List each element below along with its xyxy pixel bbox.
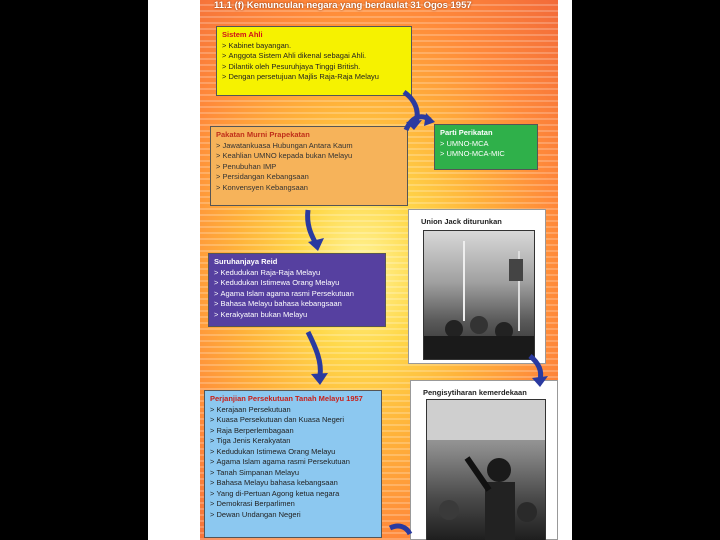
page-title: 11.1 (f) Kemunculan negara yang berdaulat 31 Ogos 1957	[214, 0, 472, 11]
arrow-icon	[522, 354, 552, 388]
list-item	[216, 172, 402, 183]
list-item-text: Tiga Jenis Kerakyatan	[216, 436, 291, 445]
bullet-marker: >	[210, 425, 215, 435]
bullet-marker: >	[210, 488, 215, 498]
merdeka-photo	[426, 399, 546, 540]
list-item	[210, 426, 376, 437]
list-item-text: Jawatankuasa Hubungan Antara Kaum	[222, 140, 353, 150]
union-jack-caption: Union Jack diturunkan	[421, 217, 502, 226]
list-item	[222, 51, 406, 62]
bullet-marker: >	[222, 72, 227, 81]
list-item	[214, 310, 380, 321]
list-item-text: Dengan persetujuan Majlis Raja-Raja Melayu	[228, 72, 379, 81]
bullet-marker: >	[216, 182, 221, 192]
bullet-marker: >	[216, 161, 221, 171]
bullet-marker: >	[210, 467, 215, 477]
bullet-marker: >	[210, 404, 215, 414]
perjanjian-box	[204, 390, 382, 538]
list-item-text: Kedudukan Raja-Raja Melayu	[220, 267, 321, 277]
list-item-text: Kedudukan Istimewa Orang Melayu	[216, 446, 336, 456]
list-item-text: Agama Islam agama rasmi Persekutuan	[220, 288, 354, 298]
list-item-text: Keahlian UMNO kepada bukan Melayu	[222, 151, 353, 160]
list-item	[440, 139, 532, 150]
list-item	[210, 415, 376, 426]
bullet-marker: >	[222, 51, 227, 60]
list-item	[210, 436, 376, 447]
sistem-ahli-heading: Sistem Ahli	[222, 30, 263, 39]
list-item	[214, 289, 380, 300]
pakatan-list	[216, 141, 402, 194]
bullet-marker: >	[440, 149, 445, 158]
list-item-text: Persidangan Kebangsaan	[222, 172, 309, 181]
bullet-marker: >	[214, 267, 219, 277]
arrow-icon	[402, 110, 436, 134]
list-item-text: Kuasa Persekutuan dan Kuasa Negeri	[216, 415, 345, 424]
list-item	[214, 268, 380, 279]
parti-perikatan-box	[434, 124, 538, 170]
bullet-marker: >	[210, 457, 215, 466]
list-item-text: Konvensyen Kebangsaan	[222, 182, 308, 192]
list-item-text: Anggota Sistem Ahli dikenal sebagai Ahli.	[228, 51, 367, 60]
bullet-marker: >	[214, 309, 219, 319]
list-item	[222, 72, 406, 83]
suruhanjaya-heading: Suruhanjaya Reid	[214, 257, 278, 266]
bullet-marker: >	[210, 415, 215, 424]
list-item-text: Bahasa Melayu bahasa kebangsaan	[216, 478, 338, 487]
bullet-marker: >	[222, 61, 227, 71]
list-item-text: UMNO-MCA-MIC	[446, 149, 505, 158]
parti-perikatan-list	[440, 139, 532, 160]
bullet-marker: >	[440, 138, 445, 148]
list-item-text: Kerakyatan bukan Melayu	[220, 309, 308, 319]
list-item-text: Kedudukan Istimewa Orang Melayu	[220, 278, 340, 287]
list-item-text: Penubuhan IMP	[222, 161, 277, 171]
list-item-text: UMNO-MCA	[446, 138, 489, 148]
bullet-marker: >	[222, 40, 227, 50]
bullet-marker: >	[214, 288, 219, 298]
union-jack-photo-frame	[408, 209, 546, 364]
union-jack-photo	[423, 230, 535, 360]
list-item-text: Kerajaan Persekutuan	[216, 404, 291, 414]
list-item	[440, 149, 532, 160]
sistem-ahli-list	[222, 41, 406, 83]
list-item	[214, 299, 380, 310]
list-item	[210, 468, 376, 479]
list-item-text: Kabinet bayangan.	[228, 40, 292, 50]
list-item	[222, 41, 406, 52]
list-item-text: Dewan Undangan Negeri	[216, 509, 301, 519]
list-item-text: Yang di-Pertuan Agong ketua negara	[216, 488, 340, 498]
list-item	[214, 278, 380, 289]
list-item-text: Agama Islam agama rasmi Persekutuan	[216, 457, 350, 466]
list-item	[216, 141, 402, 152]
bullet-marker: >	[214, 278, 219, 287]
list-item	[216, 151, 402, 162]
arrow-icon	[386, 522, 416, 540]
parti-perikatan-heading: Parti Perikatan	[440, 128, 493, 137]
perjanjian-list	[210, 405, 376, 521]
list-item	[210, 499, 376, 510]
list-item	[210, 489, 376, 500]
merdeka-photo-sketch	[427, 400, 545, 540]
bullet-marker: >	[210, 446, 215, 456]
sistem-ahli-box	[216, 26, 412, 96]
merdeka-caption: Pengisytiharan kemerdekaan	[423, 388, 527, 397]
suruhanjaya-reid-box	[208, 253, 386, 327]
list-item	[210, 447, 376, 458]
list-item	[216, 162, 402, 173]
list-item-text: Tanah Simpanan Melayu	[216, 467, 300, 477]
list-item-text: Bahasa Melayu bahasa kebangsaan	[220, 299, 342, 308]
bullet-marker: >	[210, 436, 215, 445]
bullet-marker: >	[214, 299, 219, 308]
list-item-text: Raja Berperlembagaan	[216, 425, 294, 435]
merdeka-photo-frame	[410, 380, 558, 540]
list-item	[210, 457, 376, 468]
bullet-marker: >	[216, 151, 221, 160]
arrow-icon	[302, 208, 328, 252]
list-item-text: Dilantik oleh Pesuruhjaya Tinggi British.	[228, 61, 361, 71]
arrow-icon	[304, 330, 334, 386]
list-item	[210, 405, 376, 416]
list-item	[210, 478, 376, 489]
bullet-marker: >	[210, 478, 215, 487]
bullet-marker: >	[210, 499, 215, 508]
bullet-marker: >	[216, 140, 221, 150]
union-jack-photo-sketch	[424, 231, 534, 359]
pakatan-box	[210, 126, 408, 206]
list-item	[216, 183, 402, 194]
list-item	[210, 510, 376, 521]
right-letterbox	[572, 0, 720, 540]
bullet-marker: >	[216, 172, 221, 181]
bullet-marker: >	[210, 509, 215, 519]
suruhanjaya-list	[214, 268, 380, 321]
textbook-page	[200, 0, 558, 540]
list-item-text: Demokrasi Berparlimen	[216, 499, 295, 508]
pakatan-heading: Pakatan Murni Prapekatan	[216, 130, 310, 139]
list-item	[222, 62, 406, 73]
perjanjian-heading: Perjanjian Persekutuan Tanah Melayu 1957	[210, 394, 363, 403]
left-letterbox	[0, 0, 148, 540]
